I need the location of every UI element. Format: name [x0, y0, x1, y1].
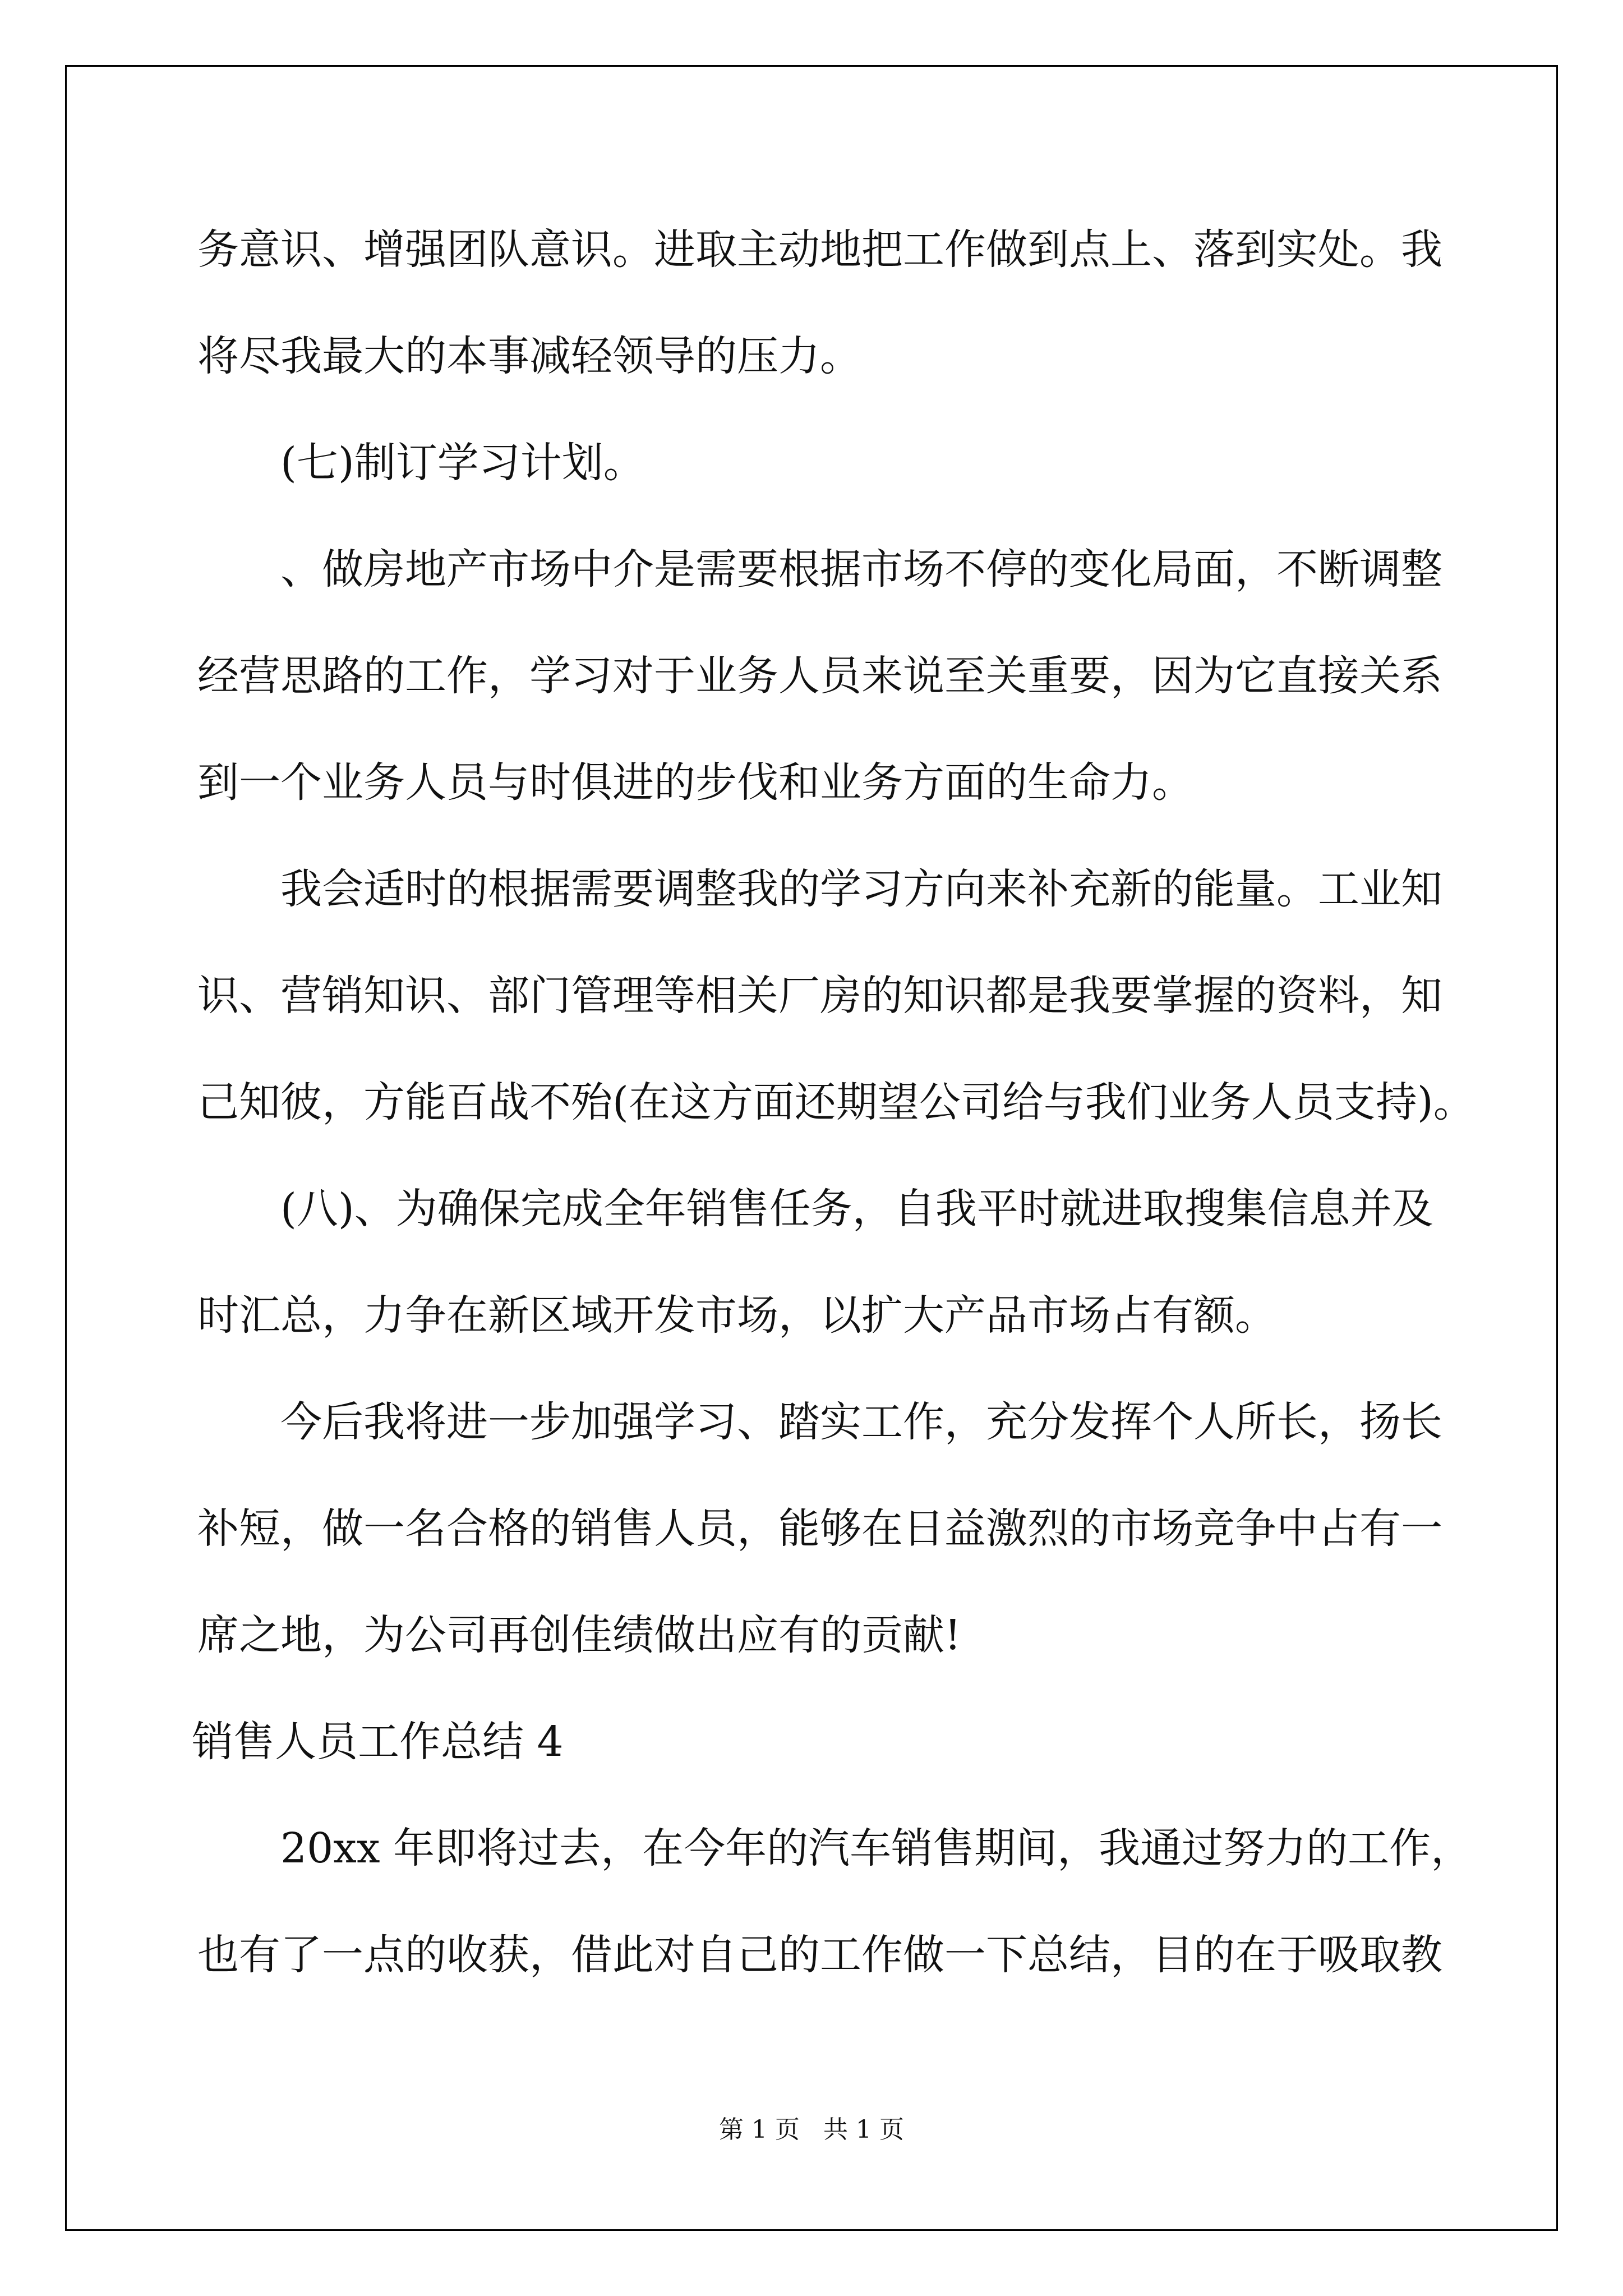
paragraph-line: 我会适时的根据需要调整我的学习方向来补充新的能量。工业知	[280, 865, 1442, 913]
paragraph-line: 经营思路的工作，学习对于业务人员来说至关重要，因为它直接关系	[197, 652, 1442, 700]
paragraph-line: 补短，做一名合格的销售人员，能够在日益激烈的市场竞争中占有一	[197, 1504, 1442, 1553]
paragraph-line: 到一个业务人员与时俱进的步伐和业务方面的生命力。	[197, 758, 1193, 807]
paragraph-line: 己知彼，方能百战不殆(在这方面还期望公司给与我们业务人员支持)。	[197, 1078, 1475, 1126]
paragraph-line: 今后我将进一步加强学习、踏实工作，充分发挥个人所长，扬长	[280, 1398, 1442, 1446]
page-footer: 第 1 页 共 1 页	[719, 2115, 904, 2144]
paragraph-line: 识、营销知识、部门管理等相关厂房的知识都是我要掌握的资料，知	[197, 972, 1442, 1020]
paragraph-line: 务意识、增强团队意识。进取主动地把工作做到点上、落到实处。我	[197, 226, 1442, 274]
document-body	[192, 196, 1475, 2008]
paragraph-line: 20xx 年即将过去，在今年的汽车销售期间，我通过努力的工作，	[280, 1824, 1473, 1872]
paragraph-line: 席之地，为公司再创佳绩做出应有的贡献!	[197, 1611, 961, 1659]
section-heading: 销售人员工作总结 4	[192, 1718, 564, 1766]
paragraph-line: 将尽我最大的本事减轻领导的压力。	[197, 332, 861, 380]
paragraph-line: (八)、为确保完成全年销售任务，自我平时就进取搜集信息并及	[280, 1185, 1433, 1233]
paragraph-line: (七)制订学习计划。	[280, 439, 645, 487]
paragraph-line: 时汇总，力争在新区域开发市场，以扩大产品市场占有额。	[197, 1291, 1276, 1340]
paragraph-line: 也有了一点的收获，借此对自己的工作做一下总结，目的在于吸取教	[197, 1931, 1442, 1979]
paragraph-line: 、做房地产市场中介是需要根据市场不停的变化局面，不断调整	[280, 545, 1442, 593]
